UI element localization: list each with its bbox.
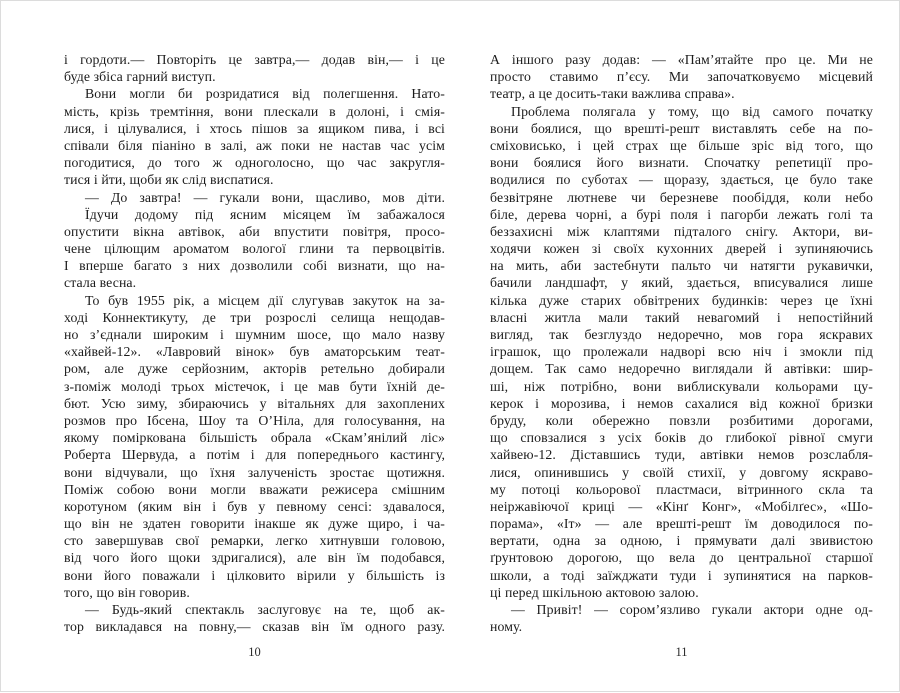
text-line: ці перед шкільною актовою залою. [490,584,699,600]
text-line: — До завтра! — гукали вони, щасливо, мов діти. [85,189,445,205]
text-line: з-поміж молоді трьох містечок, і це мав бути їхній де- [64,378,445,394]
text-line: і гордоти.— Повторіть це завтра,— додав він,— і це [64,52,445,67]
text-line: тися і йти, щоби як слід виспатися. [64,172,274,188]
text-line: школи, а тоді заїжджати туди і зупинятися на парков- [490,567,873,583]
text-line: від чого його щоки здригалися), але він їм подобався, [64,550,445,566]
text-line: стала весна. [64,275,137,291]
text-line: неіржавіючої криці — «Кінґ Конг», «Мобілґес», «Шо- [490,498,873,514]
text-line: Їдучи додому під ясним місяцем їм забажалося [85,206,445,222]
text-line: но з’єднали широким і шумним шосе, що мало назву [64,327,445,342]
text-line: ші, ніж потрібно, вони виблискували кольорами цу- [490,378,873,394]
text-line: просто ставимо п’єсу. Ми започатковуємо місцевий [490,69,873,85]
text-line: якому поміркована більшість обрала «Скам’янілий ліс» [64,430,445,446]
text-line: хайвею-12. Діставшись туди, автівки немов розслабля- [490,447,873,463]
text-line: співали біля піаніно в залі, аж поки не настав час усім [64,137,445,153]
text-line: І вперше багато з них дозволили собі визнати, що на- [64,258,445,274]
text-line: А іншого разу додав: — «Пам’ятайте про це. Ми не [490,52,873,67]
text-line: що сповзалися з усіх боків до глибокої рівної смуги [490,430,873,446]
text-line: опустити вікна автівок, аби впустити повітря, просо- [64,223,445,239]
text-line: коротуном (яким він і був у певному сенсі: здавалося, [64,498,445,514]
text-line: погодитися, до того ж одноголосно, що час закругля- [64,155,445,171]
text-line: беззахисні між клаптями підталого снігу. Актори, ви- [490,223,873,239]
text-line: вони боялися, що врешті-решт виставлять себе на по- [490,120,873,136]
text-line: ходячи кожен зі своїх кухонних дверей і зупиняючись [490,241,873,257]
page-text-column [490,1,873,635]
text-line: вертати, одна за одною, і прямувати далі звивистою [490,533,873,549]
text-line: Роберта Шервуда, а потім і для попереднього кастингу, [64,447,445,463]
text-line: мість, крізь тремтіння, вони плескали в долоні, і смія- [64,103,445,119]
text-line: Поміж собою вони могли вважати режисера смішним [64,481,445,497]
text-line: тор викладався на повну,— сказав він їм одного разу. [64,619,445,635]
text-line: бачили ландшафт, у який, здається, вписувалися лише [490,275,873,291]
text-line: Вони могли би розридатися від полегшення. Нато- [85,86,445,102]
text-line: чене цілющим ароматом вологої глини та первоцвітів. [64,241,445,257]
text-line: іграшок, що пролежали надворі всю ніч і змокли під [490,344,873,360]
text-line: «хайвей-12». «Лавровий вінок» був аматорським теат- [64,344,445,360]
text-line: — Будь-який спектакль заслуговує на те, щоб ак- [85,602,445,617]
text-line: дощем. Так само недоречно виглядали й автівки: шир- [490,361,873,377]
text-line: — Привіт! — сором’язливо гукали актори одне од- [511,602,873,617]
text-line: того, що він говорив. [64,584,190,600]
text-line: безвітряне лютневе чи березневе пообіддя, коли небо [490,189,873,205]
text-line: водилися по суботах — щоразу, здається, це було таке [490,172,873,188]
book-page-left [64,1,445,693]
book-spread [1,1,899,691]
text-line: порама», «Іт» — але врешті-решт їм доводилося по- [490,516,873,532]
text-line: бруду, коли обережно повзли розбитими дорогами, [490,412,873,428]
text-line: вони його поважали і цілковито вірили у більшість із [64,567,445,583]
text-line: ході Коннектикуту, де три розрослі селища нещодав- [64,309,445,325]
text-line: сміховисько, і цей страх ще більше зріс від того, що [490,137,873,153]
text-line: сто завершував свої ремарки, легко хитнувши головою, [64,533,445,549]
text-line: вони боялися його визнати. Спочатку репетиції про- [490,155,873,171]
text-line: власні житла мали такий невагомий і непостійний [490,309,873,325]
text-line: То був 1955 рік, а місцем дії слугував закуток на за- [85,292,445,308]
text-line: Проблема полягала у тому, що від самого початку [511,103,873,119]
text-line: му потоці кольорової пластмаси, вітринного скла та [490,481,873,497]
text-line: ному. [490,619,523,635]
text-line: лися, і цілувалися, і хтось пішов за ящиком пива, і всі [64,120,445,136]
page-number: 10 [248,645,261,659]
text-line: ром, але дуже серйозним, акторів ретельно добирали [64,361,445,377]
text-line: ґрунтовою дорогою, що вела до центральної старшої [490,550,873,566]
text-line: вигляд, так безглуздо недоречно, мов гора яскравих [490,327,873,342]
text-line: що він не здатен говорити інакше як дуже щиро, і ча- [64,516,445,532]
page-number: 11 [675,645,688,659]
text-line: театр, а це досить-таки важлива справа». [490,86,735,102]
text-line: на мить, аби застебнути пальто чи натягти рукавички, [490,258,873,274]
book-page-right [490,1,873,693]
text-line: лися, опинившись у своїй стихії, у довгому яскраво- [490,464,873,480]
text-line: біле, дерева чорні, а бурі поля і пагорби лежать голі та [490,206,873,222]
text-line: керок і морозива, і немов сахалися від кожної бризки [490,395,873,411]
page-text-column [64,1,445,635]
text-line: кілька дуже старих обвітрених будинків: через це їхні [490,292,873,308]
text-line: вони відчували, що їхня залученість зростає щотижня. [64,464,445,480]
text-line: розмов про Ібсена, Шоу та О’Ніла, для голосування, на [64,412,445,428]
text-line: бют. Усю зиму, збираючись у вітальнях для захоплених [64,395,445,411]
text-line: буде збіса гарний виступ. [64,69,216,85]
